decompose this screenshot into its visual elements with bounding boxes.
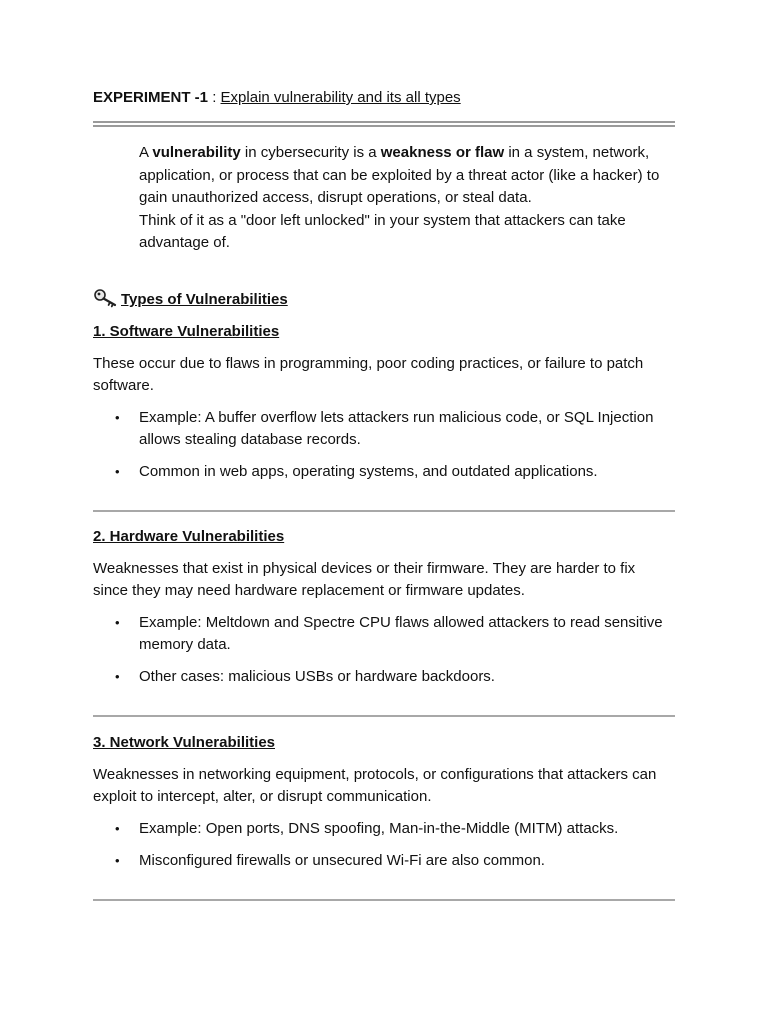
experiment-title xyxy=(93,88,461,108)
list-item-text: Common in web apps, operating systems, and outdated applications. xyxy=(139,463,598,480)
list-item xyxy=(93,818,679,840)
list-item xyxy=(93,461,679,483)
intro-bold-vulnerability: vulnerability xyxy=(152,144,241,161)
intro-text: in cybersecurity is a xyxy=(240,144,381,161)
bullet-icon: • xyxy=(115,853,120,868)
section-body: Weaknesses in networking equipment, protocols, or configurations that attackers can exploit to intercept, alter, or disrupt communication. xyxy=(93,766,657,805)
section-hardware xyxy=(93,526,675,698)
section-body: Weaknesses that exist in physical devices or their firmware. They are harder to fix since they may need hardware replacement or firmware updates. xyxy=(93,560,636,599)
bullet-icon: • xyxy=(115,615,120,630)
bullet-list xyxy=(93,818,675,872)
section-divider xyxy=(93,899,675,901)
section-heading: 3. Network Vulnerabilities xyxy=(93,734,275,751)
intro-analogy: Think of it as a "door left unlocked" in your system that attackers can take advantage of. xyxy=(139,211,626,252)
intro-text: in a system, network, application, or process that can be exploited by a threat actor (like a hacker) to gain unauthorized access, disrupt operations, or steal data. xyxy=(139,144,660,207)
section-divider xyxy=(93,510,675,512)
bullet-icon: • xyxy=(115,669,120,684)
list-item xyxy=(93,407,679,451)
list-item-text: Example: A buffer overflow lets attackers run malicious code, or SQL Injection allows stealing database records. xyxy=(139,409,654,448)
bullet-list xyxy=(93,612,675,688)
list-item xyxy=(93,612,679,656)
intro-bold-weakness: weakness or flaw xyxy=(380,144,505,161)
section-heading: 1. Software Vulnerabilities xyxy=(93,323,280,340)
list-item xyxy=(93,666,679,688)
types-heading xyxy=(93,288,288,311)
list-item-text: Misconfigured firewalls or unsecured Wi-Fi are also common. xyxy=(139,852,545,869)
section-divider xyxy=(93,715,675,717)
section-heading: 2. Hardware Vulnerabilities xyxy=(93,528,285,545)
title-separator: : xyxy=(208,89,221,106)
section-software xyxy=(93,321,675,493)
intro-text: A xyxy=(139,144,153,161)
list-item-text: Other cases: malicious USBs or hardware backdoors. xyxy=(139,668,495,685)
experiment-description: Explain vulnerability and its all types xyxy=(220,89,461,106)
section-network xyxy=(93,732,675,882)
intro-paragraph xyxy=(139,142,679,255)
bullet-list xyxy=(93,407,675,483)
list-item-text: Example: Open ports, DNS spoofing, Man-in-the-Middle (MITM) attacks. xyxy=(139,820,619,837)
bullet-icon: • xyxy=(115,464,120,479)
bullet-icon: • xyxy=(115,821,120,836)
section-body: These occur due to flaws in programming, poor coding practices, or failure to patch software. xyxy=(93,355,644,394)
list-item-text: Example: Meltdown and Spectre CPU flaws allowed attackers to read sensitive memory data. xyxy=(139,614,663,653)
bullet-icon: • xyxy=(115,410,120,425)
title-double-rule xyxy=(93,121,675,127)
list-item xyxy=(93,850,679,872)
key-icon xyxy=(93,288,119,308)
types-heading-text: Types of Vulnerabilities xyxy=(121,291,288,308)
experiment-label: EXPERIMENT -1 xyxy=(93,89,209,106)
